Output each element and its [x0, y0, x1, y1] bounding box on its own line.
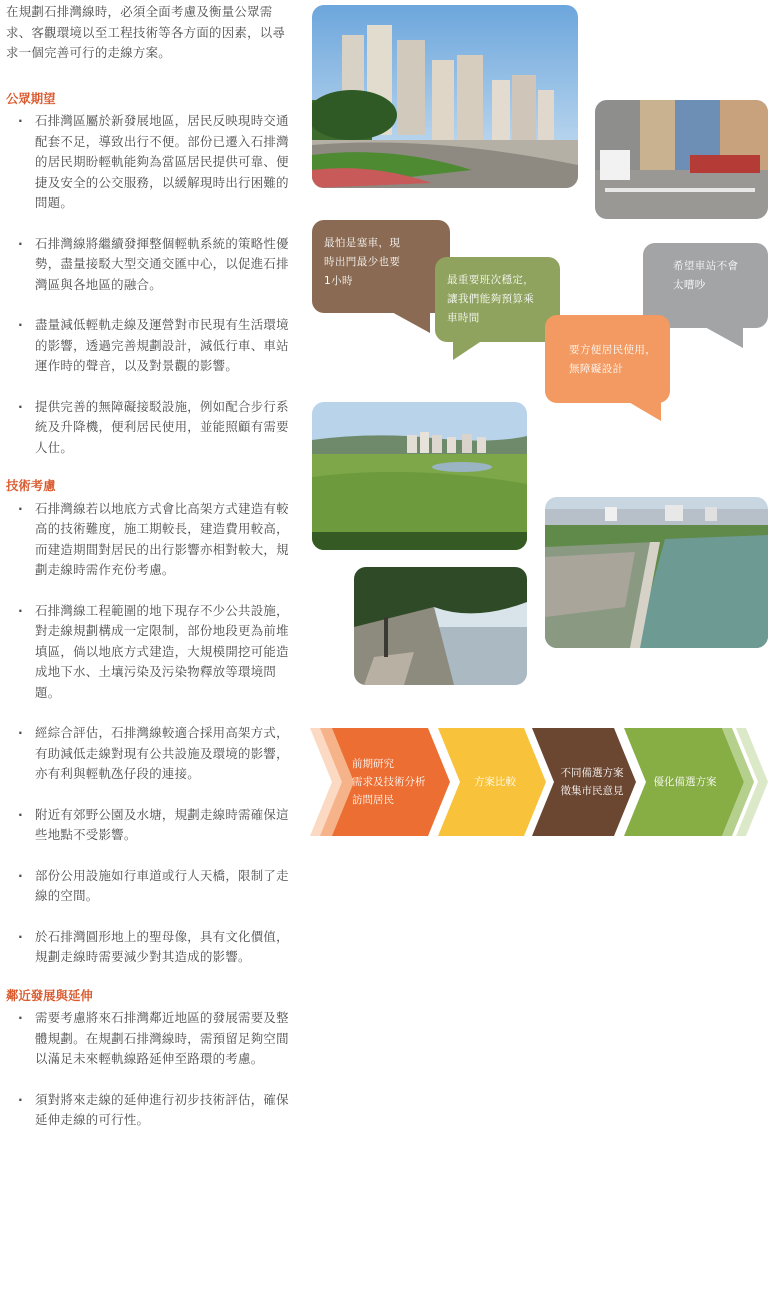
list-item: · 提供完善的無障礙接駁設施，例如配合步行系統及升降機，便利居民使用，並能照顧有需要人仕。 — [6, 397, 296, 459]
section-title-nearby: 鄰近發展與延伸 — [6, 987, 93, 1003]
step-line: 需求及技術分析 — [352, 776, 426, 788]
bubble-line: 1小時 — [324, 275, 353, 287]
list-item: · 石排灣線若以地底方式會比高架方式建造有較高的技術難度，施工期較長，建造費用較高，而建造期間對居民的出行影響亦相對較大，規劃走線時需作充份考慮。 — [6, 499, 296, 581]
photo-bus-stop — [595, 100, 768, 219]
list-item: · 石排灣區屬於新發展地區，居民反映現時交通配套不足，導致出行不便。部份已遷入石排灣的居民期盼輕軌能夠為當區居民提供可靠、便捷及安全的公交服務，以緩解現時出行困難的問題。 — [6, 111, 296, 214]
flow-step-compare-options — [460, 728, 530, 836]
bubble-line: 無障礙設計 — [569, 363, 624, 375]
technical-list — [6, 499, 296, 968]
photo-residential-towers — [312, 5, 578, 188]
bubble-line: 車時間 — [447, 312, 480, 324]
list-item: · 須對將來走線的延伸進行初步技術評估，確保延伸走線的可行性。 — [6, 1090, 296, 1131]
photo-golf-course — [312, 402, 527, 550]
photo-waterfront — [354, 567, 527, 685]
list-item: · 盡量減低輕軌走線及運營對市民現有生活環境的影響，透過完善規劃設計，減低行車、車站運作時的聲音，以及對景觀的影響。 — [6, 315, 296, 377]
bubble-tail — [453, 340, 483, 360]
step-line: 徵集市民意見 — [560, 785, 624, 797]
bubble-tail — [703, 326, 743, 348]
step-label: 方案比較 — [474, 776, 516, 788]
flow-step-preliminary-study — [352, 728, 442, 836]
bubble-line: 時出門最少也要 — [324, 256, 401, 268]
list-item: · 石排灣線工程範圍的地下現存不少公共設施，對走線規劃構成一定限制，部份地段更為前堆填區，倘以地底方式建造，大規模開挖可能造成地下水、土壤污染及污染物釋放等環境問題。 — [6, 601, 296, 704]
text-column — [6, 2, 296, 1149]
step-line: 前期研究 — [352, 758, 394, 770]
list-item: · 經綜合評估，石排灣線較適合採用高架方式，有助減低走線對現有公共設施及環境的影響，亦有利與輕軌氹仔段的連接。 — [6, 723, 296, 785]
bubble-line: 最重要班次穩定， — [447, 274, 535, 286]
section-title-technical: 技術考慮 — [6, 478, 56, 493]
flow-step-public-consultation — [552, 728, 632, 836]
bubble-tail — [390, 311, 430, 333]
section-title-public: 公眾期望 — [6, 90, 56, 106]
intro-paragraph: 在規劃石排灣線時，必須全面考慮及衡量公眾需求、客觀環境以至工程技術等各方面的因素，以尋求一個完善可行的走線方案。 — [6, 4, 286, 60]
bubble-line: 要方便居民使用， — [569, 344, 657, 356]
flow-step-optimise-options — [646, 728, 724, 836]
bubble-line: 讓我們能夠預算乘 — [447, 293, 535, 305]
bubble-line: 希望車站不會 — [673, 260, 739, 272]
bubble-tail — [627, 401, 661, 421]
speech-bubble-traffic — [312, 220, 450, 313]
list-item: · 部份公用設施如行車道或行人天橋，限制了走線的空間。 — [6, 866, 296, 907]
speech-bubble-accessibility — [545, 315, 670, 403]
nearby-development-list — [6, 1008, 296, 1131]
bubble-line: 最怕是塞車，現 — [324, 237, 401, 249]
step-line: 不同備選方案 — [560, 767, 624, 779]
bubble-line: 太嘈吵 — [673, 279, 706, 291]
photo-aerial-reservoir — [545, 497, 768, 648]
public-expectation-list — [6, 111, 296, 458]
list-item: · 石排灣線將繼續發揮整個輕軌系統的策略性優勢，盡量接駁大型交通交匯中心，以促進石排灣區與各地區的融合。 — [6, 234, 296, 296]
speech-bubble-frequency — [435, 257, 560, 342]
step-line: 訪問居民 — [352, 794, 394, 806]
list-item: · 需要考慮將來石排灣鄰近地區的發展需要及整體規劃。在規劃石排灣線時，需預留足夠空間以滿足未來輕軌線路延伸至路環的考慮。 — [6, 1008, 296, 1070]
step-label: 優化備選方案 — [653, 776, 717, 788]
list-item: · 於石排灣圓形地上的聖母像，具有文化價值，規劃走線時需要減少對其造成的影響。 — [6, 927, 296, 968]
list-item: · 附近有郊野公園及水塘，規劃走線時需確保這些地點不受影響。 — [6, 805, 296, 846]
planning-process-flow — [310, 728, 770, 836]
